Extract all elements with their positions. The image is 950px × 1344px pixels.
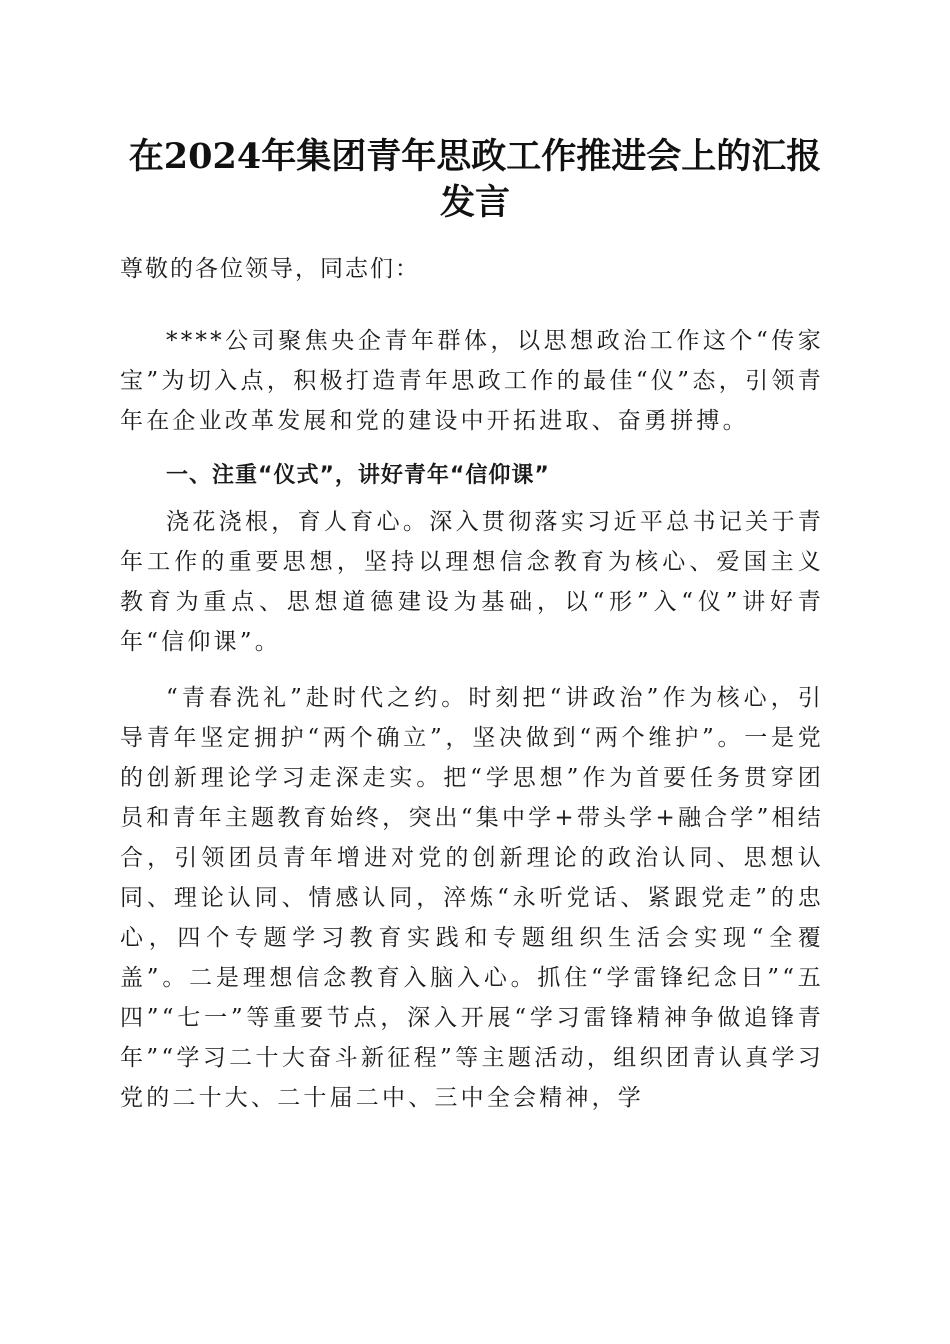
section-paragraph-1: 浇花浇根，育人育心。深入贯彻落实习近平总书记关于青年工作的重要思想，坚持以理想信念教育为核心、爱国主义教育为重点、思想道德建设为基础，以“形”入“仪”讲好青年“信仰课”。 bbox=[120, 509, 824, 655]
salutation: 尊敬的各位领导，同志们： bbox=[120, 256, 420, 282]
intro-paragraph: ****公司聚焦央企青年群体，以思想政治工作这个“传家宝”为切入点，积极打造青年思政工作的最佳“仪”态，引领青年在企业改革发展和党的建设中开拓进取、奋勇拼搏。 bbox=[120, 328, 824, 434]
section-heading: 一、注重“仪式”，讲好青年“信仰课” bbox=[166, 463, 550, 488]
document-title: 在2024年集团青年思政工作推进会上的汇报发言 bbox=[128, 136, 822, 223]
section-paragraph-2: “青春洗礼”赴时代之约。时刻把“讲政治”作为核心，引导青年坚定拥护“两个确立”，坚决做到“两个维护”。一是党的创新理论学习走深走实。把“学思想”作为首要任务贯穿团员和青年主题教育始终，突出“集中学+带头学+融合学”相结合，引领团员青年增进对党的创新理论的政治认同、思想认同、理论认同、情感认同，淬炼“永听党话、紧跟党走”的忠心，四个专题学习教育实践和专题组织生活会实现“全覆盖”。二是理想信念教育入脑入心。抓住“学雷锋纪念日”“五四”“七一”等重要节点，深入开展“学习雷锋精神争做追锋青年”“学习二十大奋斗新征程”等主题活动，组织团青认真学习党的二十大、二十届二中、三中全会精神，学 bbox=[120, 685, 824, 1111]
